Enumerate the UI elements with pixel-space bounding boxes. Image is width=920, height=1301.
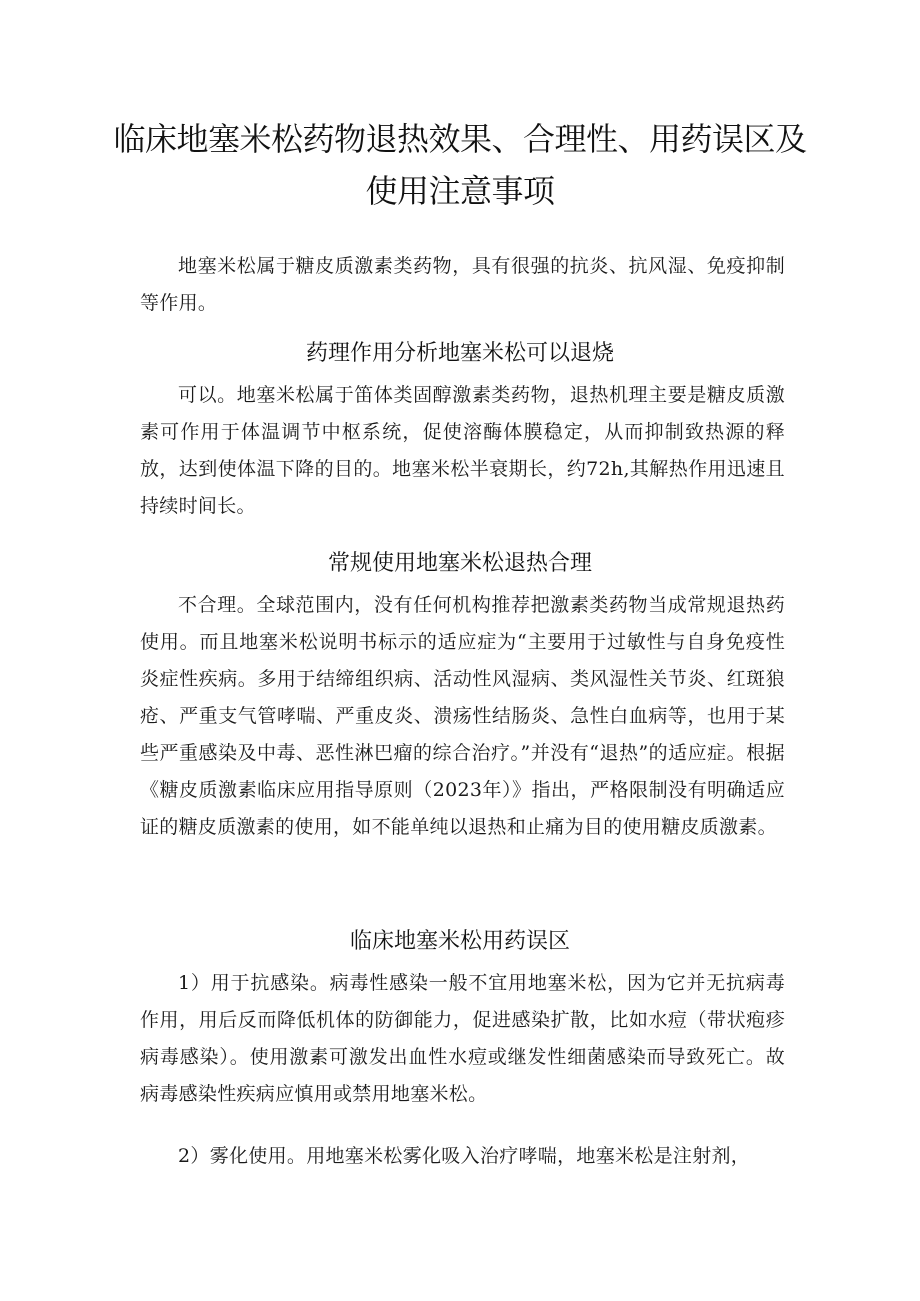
document-title: 临床地塞米松药物退热效果、合理性、用药误区及使用注意事项 bbox=[113, 120, 807, 210]
section-heading-misconceptions: 临床地塞米松用药误区 bbox=[349, 929, 570, 954]
section-paragraph-antipyretic-effect: 可以。地塞米松属于笛体类固醇激素类药物，退热机理主要是糖皮质激素可作用于体温调节中枢系统，促使溶酶体膜稳定，从而抑制致热源的释放，达到使体温下降的目的。地塞米松半衰期长，约72h,其解热作用迅速且持续时间长。 bbox=[140, 384, 785, 517]
section-heading-rationality: 常规使用地塞米松退热合理 bbox=[327, 551, 592, 576]
section-heading-antipyretic-effect: 药理作用分析地塞米松可以退烧 bbox=[305, 341, 614, 366]
misconception-item-2: 2）雾化使用。用地塞米松雾化吸入治疗哮喘，地塞米松是注射剂， bbox=[178, 1145, 751, 1167]
intro-paragraph: 地塞米松属于糖皮质激素类药物，具有很强的抗炎、抗风湿、免疫抑制等作用。 bbox=[140, 255, 785, 314]
section-paragraph-rationality: 不合理。全球范围内，没有任何机构推荐把激素类药物当成常规退热药使用。而且地塞米松说明书标示的适应症为“主要用于过敏性与自身免疫性炎症性疾病。多用于结缔组织病、活动性风湿病、类风湿性关节炎、红斑狼疮、严重支气管哮喘、严重皮炎、溃疡性结肠炎、急性白血病等，也用于某些严重感染及中毒、恶性淋巴瘤的综合治疗。”并没有“退热”的适应症。根据《糖皮质激素临床应用指导原则（2023年）》指出，严格限制没有明确适应证的糖皮质激素的使用，如不能单纯以退热和止痛为目的使用糖皮质激素。 bbox=[140, 594, 785, 838]
misconception-item-1: 1）用于抗感染。病毒性感染一般不宜用地塞米松，因为它并无抗病毒作用，用后反而降低机体的防御能力，促进感染扩散，比如水痘（带状疱疹病毒感染）。使用激素可激发出血性水痘或继发性细菌感染而导致死亡。故病毒感染性疾病应慎用或禁用地塞米松。 bbox=[140, 972, 785, 1105]
